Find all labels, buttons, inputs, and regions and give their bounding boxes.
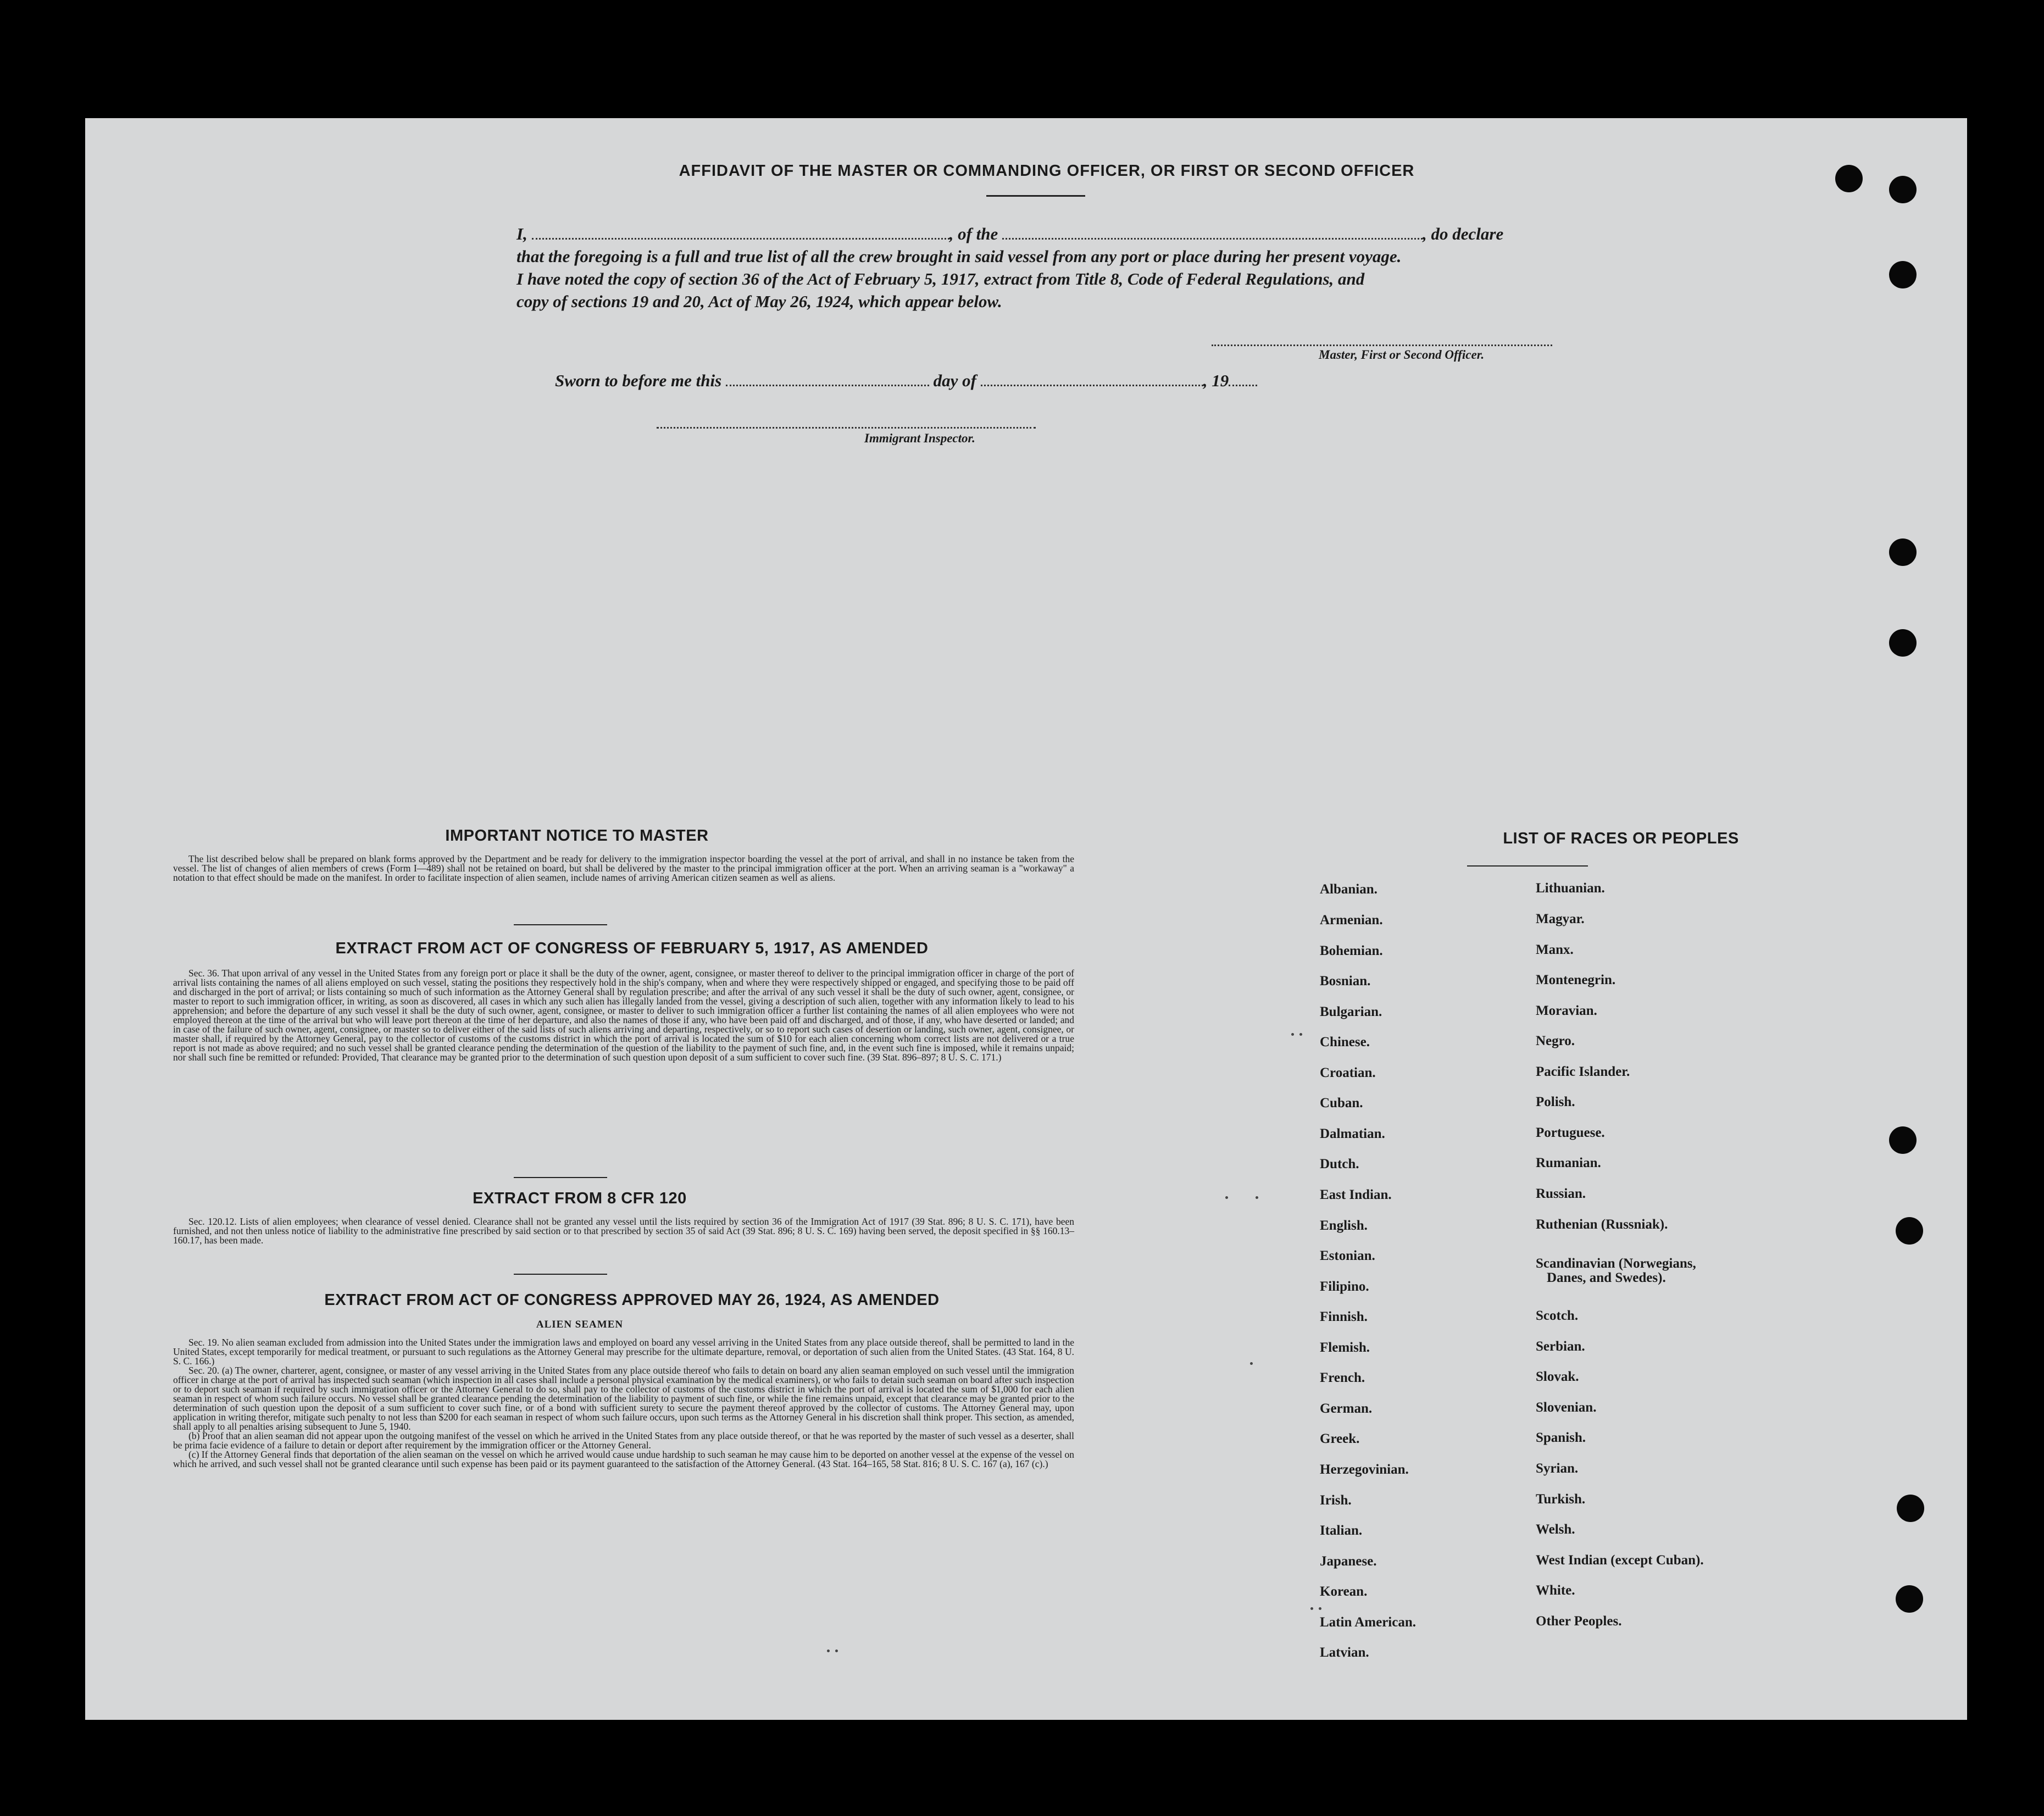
notice-body: The list described below shall be prepared on blank forms approved by the Department and be ready for delivery to the immigration inspector boarding the vessel at the port of arrival, and shall in no instance be taken from the vessel. The list of changes of alien members of crews (Form I—489) shall not be retained on board, but shall be delivered by the master to the principal immigration officer at the port. When an arriving seaman is a "workaway" a notation to that effect should be made on the manifest. In order to facilitate inspection of alien seamen, include names of arriving American citizen seamen as well as aliens.: [173, 853, 1074, 883]
sworn-month-blank[interactable]: [981, 373, 1203, 386]
sec-20a: Sec. 20. (a) The owner, charterer, agent, consignee, or master of any vessel arriving in the United States from any place outside thereof who fails to detain on board any alien seaman employed on such vessel until the immigration officer in charge at the port of arrival has inspected such seaman (which inspection in all cases shall include a personal physical examination by the medical examiners), or who fails to detain such seaman on board after such inspection or to deport such seaman if required by such immigration officer or the Attorney General to do so, shall pay to the collector of customs of the customs district in which the port of arrival is located the sum of $1,000 for each alien seaman in respect of whom such failure occurs. No vessel shall be granted clearance pending the determination of the liability to payment of such fine, or while the fine remains unpaid, except that clearance may be granted prior to the determination of such question upon the deposit of a sum sufficient to cover such fine, or of a bond with sufficient surety to secure the payment thereof approved by the collector of customs. The Attorney General may, upon application in writing therefor, mitigate such penalty to not less than $200 for each seaman in respect of whom such failure occurs, upon such terms as the Attorney General in his discretion shall think proper. This section, as amended, shall apply to all penalties arising subsequent to June 5, 1940.: [173, 1365, 1074, 1432]
sworn-line: Sworn to before me this day of , 19: [555, 371, 1257, 391]
race-item: Croatian.: [1320, 1065, 1376, 1080]
alien-seamen-subtitle: ALIEN SEAMEN: [536, 1319, 624, 1330]
race-item: Lithuanian.: [1536, 881, 1605, 896]
sec-20b: (b) Proof that an alien seaman did not appear upon the outgoing manifest of the vessel on which he arrived in the United States from any place outside thereof, or that he was reported by the master of such vessel as a deserter, shall be prima facie evidence of a failure to detain or deport after requirement by the immigration officer or the Attorney General.: [173, 1430, 1074, 1451]
sec-19: Sec. 19. No alien seaman excluded from admission into the United States under the immigration laws and employed on board any vessel arriving in the United States from any place outside thereof, shall be permitted to land in the United States, except temporarily for medical treatment, or pursuant to such regulations as the Attorney General may prescribe for the ultimate departure, removal, or deportation of such alien from the United States. (43 Stat. 164, 8 U. S. C. 166.): [173, 1337, 1074, 1367]
races-title: LIST OF RACES OR PEOPLES: [1503, 830, 1739, 847]
punch-hole: [1897, 1495, 1924, 1522]
sec-20c: (c) If the Attorney General finds that deportation of the alien seaman on the vessel on which he arrived would cause undue hardship to such seaman he may cause him to be deported on another vessel at the expense of the vessel on which he arrived, and such vessel shall not be granted clearance until such expense has been paid or its payment guaranteed to the satisfaction of the Attorney General. (43 Stat. 164–165, 58 Stat. 816; 8 U. S. C. 167 (a), 167 (c).): [173, 1449, 1074, 1469]
race-item: Montenegrin.: [1536, 973, 1616, 987]
race-item: Irish.: [1320, 1493, 1352, 1508]
race-item: Bohemian.: [1320, 943, 1383, 958]
document-page: [85, 118, 1967, 1720]
extract-1917-body: Sec. 36. That upon arrival of any vessel in the United States from any foreign port or place it shall be the duty of the owner, agent, consignee, or master thereof to deliver to the principal immigration officer in charge of the port of arrival lists containing the names of all aliens employed on such vessel, stating the positions they respectively hold in the ship's company, when and where they were respectively shipped or engaged, and specifying those to be paid off and discharged in the port of arrival; or lists containing so much of such information as the Attorney General shall by regulation prescribe; and after the arrival of any such vessel it shall be the duty of such owner, agent, consignee, or master to report to such immigration officer, in writing, as soon as discovered, all cases in which any such alien has illegally landed from the vessel, giving a description of such alien, together with any information likely to lead to his apprehension; and before the departure of any such vessel it shall be the duty of such owner, agent, consignee, or master to deliver to such immigration officer a further list containing the names of all alien employees who were not employed thereon at the time of the arrival but who will leave port thereon at the time of her departure, and also the names of those if any, who have been paid off and discharged, and of those, if any, who have deserted or landed; and in case of the failure of such owner, agent, consignee, or master so to deliver either of the said lists of such aliens arriving and departing, respectively, or so to report such cases of desertion or landing, such owner, agent, consignee, or master shall, if required by the Attorney General, pay to the collector of customs of the customs district in which the port of arrival is located the sum of $10 for each alien concerning whom correct lists are not delivered or a true report is not made as above required; and no such vessel shall be granted clearance pending the determination of the question of the liability to the payment of such fine, and, in the event such fine is imposed, while it remains unpaid; nor shall such fine be remitted or refunded: Provided, That clearance may be granted prior to the determination of such question upon deposit of a sum sufficient to cover such fine. (39 Stat. 896–897; 8 U. S. C. 171.): [173, 968, 1074, 1063]
affidavit-line-1: I, , of the , do declare: [516, 224, 1504, 243]
race-item: French.: [1320, 1370, 1365, 1385]
race-item: Polish.: [1536, 1095, 1575, 1109]
race-item: Pacific Islander.: [1536, 1064, 1630, 1079]
race-item: Other Peoples.: [1536, 1614, 1622, 1629]
extract-cfr-body: Sec. 120.12. Lists of alien employees; when clearance of vessel denied. Clearance shall not be granted any vessel until the lists required by section 36 of the Immigration Act of 1917 (39 Stat. 896; 8 U. S. C. 171), have been furnished, and not then unless notice of liability to the administrative fine prescribed by said section or to that prescribed by section 35 of said Act (39 Stat. 896; 8 U. S. C. 169) having been served, the deposit specified in §§ 160.13–160.17, has been made.: [173, 1216, 1074, 1246]
race-item: Syrian.: [1536, 1461, 1579, 1476]
race-item: Serbian.: [1536, 1339, 1585, 1354]
race-item: Greek.: [1320, 1431, 1360, 1446]
race-item: Filipino.: [1320, 1279, 1369, 1294]
punch-hole: [1889, 629, 1917, 657]
punch-hole: [1835, 165, 1863, 192]
punch-hole: [1889, 538, 1917, 566]
sworn-day-blank[interactable]: [726, 373, 929, 386]
race-item: Portuguese.: [1536, 1125, 1605, 1140]
punch-hole: [1889, 261, 1917, 288]
extract-1924-body: [173, 1338, 1074, 1469]
race-item: Armenian.: [1320, 913, 1383, 928]
scan-speck: [1299, 1033, 1302, 1036]
master-caption: Master, First or Second Officer.: [1319, 348, 1485, 362]
scan-speck: [1291, 1033, 1294, 1036]
inspector-signature-line[interactable]: [657, 427, 1036, 429]
scan-speck: [827, 1650, 830, 1652]
race-item: Rumanian.: [1536, 1156, 1601, 1170]
affidavit-line-4: copy of sections 19 and 20, Act of May 26, 1924, which appear below.: [516, 292, 1002, 311]
race-item: Magyar.: [1536, 912, 1585, 926]
race-item: Japanese.: [1320, 1554, 1377, 1569]
race-item: Finnish.: [1320, 1309, 1368, 1324]
notice-title: IMPORTANT NOTICE TO MASTER: [445, 827, 709, 845]
divider: [986, 195, 1085, 197]
punch-hole: [1889, 176, 1917, 203]
scan-speck: [1319, 1607, 1321, 1610]
race-item: Cuban.: [1320, 1096, 1363, 1110]
master-signature-line[interactable]: [1212, 345, 1552, 346]
race-item: Latvian.: [1320, 1645, 1369, 1660]
race-item: Korean.: [1320, 1584, 1368, 1599]
divider: [514, 1177, 607, 1178]
affidavit-body: [516, 223, 1610, 313]
race-item: Chinese.: [1320, 1035, 1370, 1049]
race-item: Spanish.: [1536, 1430, 1586, 1445]
affidavit-line-3: I have noted the copy of section 36 of the Act of February 5, 1917, extract from Title 8, Code of Federal Regulations, and: [516, 269, 1365, 288]
divider: [514, 1274, 607, 1275]
punch-hole: [1896, 1217, 1923, 1245]
scan-speck: [1310, 1607, 1313, 1610]
affidavit-line-2: that the foregoing is a full and true list of all the crew brought in said vessel from any port or place during her present voyage.: [516, 247, 1402, 266]
vessel-blank[interactable]: [1002, 226, 1423, 240]
race-item: Slovak.: [1536, 1369, 1579, 1384]
race-item: Negro.: [1536, 1034, 1575, 1048]
race-item: Latin American.: [1320, 1615, 1416, 1630]
race-item: Slovenian.: [1536, 1400, 1597, 1415]
scan-speck: [1250, 1362, 1253, 1365]
race-item: Scandinavian (Norwegians,: [1536, 1256, 1696, 1271]
race-item: Dalmatian.: [1320, 1126, 1385, 1141]
race-item: English.: [1320, 1218, 1368, 1233]
race-item: White.: [1536, 1583, 1575, 1598]
punch-hole: [1889, 1126, 1917, 1154]
race-item-continued: Danes, and Swedes).: [1547, 1270, 1666, 1285]
race-item: German.: [1320, 1401, 1373, 1416]
race-item: Bosnian.: [1320, 974, 1371, 988]
name-blank[interactable]: [532, 226, 949, 240]
race-item: Dutch.: [1320, 1157, 1359, 1171]
race-item: Manx.: [1536, 942, 1574, 957]
inspector-caption: Immigrant Inspector.: [864, 431, 975, 445]
race-item: Italian.: [1320, 1523, 1363, 1538]
affidavit-title: AFFIDAVIT OF THE MASTER OR COMMANDING OFFICER, OR FIRST OR SECOND OFFICER: [679, 162, 1415, 180]
extract-cfr-title: EXTRACT FROM 8 CFR 120: [473, 1190, 687, 1207]
race-item: East Indian.: [1320, 1187, 1392, 1202]
scan-speck: [835, 1650, 838, 1652]
race-item: Bulgarian.: [1320, 1004, 1382, 1019]
extract-1924-title: EXTRACT FROM ACT OF CONGRESS APPROVED MAY 26, 1924, AS AMENDED: [324, 1291, 940, 1309]
sworn-year-blank[interactable]: [1229, 373, 1257, 386]
race-item: Flemish.: [1320, 1340, 1370, 1355]
race-item: West Indian (except Cuban).: [1536, 1553, 1704, 1568]
race-item: Albanian.: [1320, 882, 1378, 897]
scan-speck: [1256, 1196, 1258, 1199]
race-item: Moravian.: [1536, 1003, 1597, 1018]
race-item: Ruthenian (Russniak).: [1536, 1217, 1668, 1232]
divider: [514, 924, 607, 925]
race-item: Scotch.: [1536, 1308, 1579, 1323]
punch-hole: [1896, 1585, 1923, 1613]
scan-speck: [1225, 1196, 1228, 1199]
divider: [1467, 865, 1588, 867]
race-item: Herzegovinian.: [1320, 1462, 1409, 1477]
extract-1917-title: EXTRACT FROM ACT OF CONGRESS OF FEBRUARY 5, 1917, AS AMENDED: [335, 940, 929, 957]
race-item: Welsh.: [1536, 1522, 1575, 1537]
race-item: Russian.: [1536, 1186, 1586, 1201]
race-item: Turkish.: [1536, 1492, 1586, 1507]
race-item: Estonian.: [1320, 1248, 1375, 1263]
